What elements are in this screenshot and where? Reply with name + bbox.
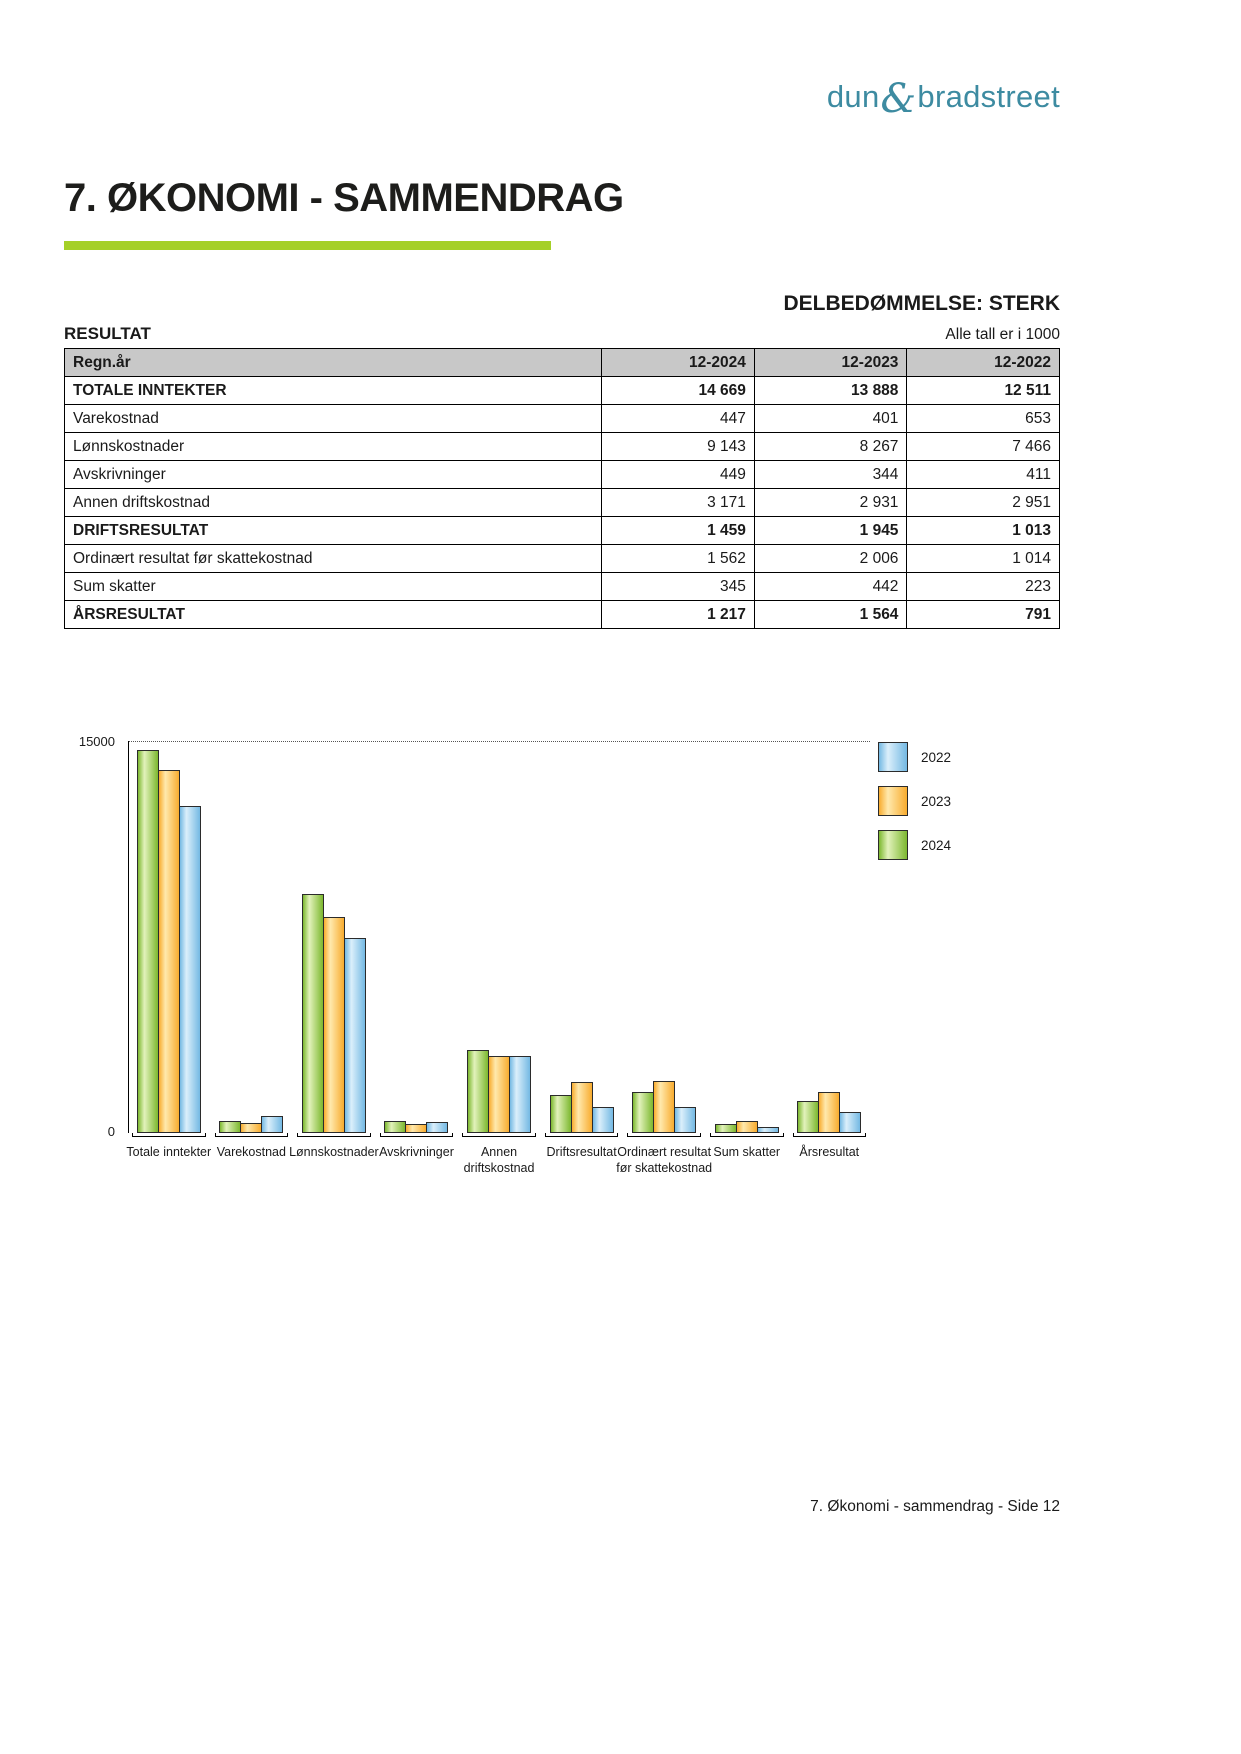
value-cell: 223 <box>907 573 1060 601</box>
page-footer: 7. Økonomi - sammendrag - Side 12 <box>810 1498 1060 1515</box>
category-label: Sum skatter <box>713 1145 781 1159</box>
bar-2022 <box>426 1122 448 1133</box>
row-label-cell: Lønnskostnader <box>65 433 602 461</box>
column-header: 12-2022 <box>907 349 1060 377</box>
value-cell: 401 <box>754 405 907 433</box>
category-baseline <box>793 1133 867 1137</box>
bar-2024 <box>797 1101 819 1133</box>
chart-category-group <box>793 741 867 1177</box>
legend-swatch <box>878 830 908 860</box>
value-cell: 9 143 <box>602 433 755 461</box>
value-cell: 1 562 <box>602 545 755 573</box>
bar-2024 <box>219 1121 241 1133</box>
bar-2023 <box>323 917 345 1133</box>
legend-label: 2023 <box>921 793 952 809</box>
value-cell: 2 931 <box>754 489 907 517</box>
value-cell: 653 <box>907 405 1060 433</box>
units-note: Alle tall er i 1000 <box>945 326 1060 343</box>
value-cell: 2 006 <box>754 545 907 573</box>
value-cell: 12 511 <box>907 377 1060 405</box>
table-row <box>65 461 1060 489</box>
bar-cluster <box>797 741 861 1133</box>
row-label-cell: DRIFTSRESULTAT <box>65 517 602 545</box>
bar-cluster <box>715 741 779 1133</box>
row-label-cell: TOTALE INNTEKTER <box>65 377 602 405</box>
bar-cluster <box>302 741 366 1133</box>
chart-category-group <box>462 741 536 1177</box>
bar-cluster <box>137 741 201 1133</box>
value-cell: 7 466 <box>907 433 1060 461</box>
value-cell: 344 <box>754 461 907 489</box>
table-body <box>65 377 1060 629</box>
table-row <box>65 377 1060 405</box>
logo-row <box>64 76 1060 122</box>
row-label-cell: Sum skatter <box>65 573 602 601</box>
bar-cluster <box>632 741 696 1133</box>
table-row <box>65 517 1060 545</box>
bar-2023 <box>405 1124 427 1133</box>
chart-category-group <box>215 741 289 1177</box>
value-cell: 1 564 <box>754 601 907 629</box>
column-header: 12-2023 <box>754 349 907 377</box>
bar-2022 <box>344 938 366 1133</box>
value-cell: 449 <box>602 461 755 489</box>
value-cell: 3 171 <box>602 489 755 517</box>
value-cell: 14 669 <box>602 377 755 405</box>
column-header: Regn.år <box>65 349 602 377</box>
value-cell: 447 <box>602 405 755 433</box>
bar-cluster <box>219 741 283 1133</box>
table-row <box>65 489 1060 517</box>
value-cell: 411 <box>907 461 1060 489</box>
category-baseline <box>462 1133 536 1137</box>
table-row <box>65 573 1060 601</box>
bar-cluster <box>384 741 448 1133</box>
value-cell: 1 945 <box>754 517 907 545</box>
value-cell: 1 014 <box>907 545 1060 573</box>
bar-2022 <box>179 806 201 1133</box>
y-axis-max-label: 15000 <box>78 734 115 749</box>
bar-cluster <box>550 741 614 1133</box>
assessment-label: DELBEDØMMELSE: STERK <box>783 292 1060 315</box>
legend-item <box>878 786 951 816</box>
bar-2024 <box>302 894 324 1133</box>
legend-item <box>878 830 951 860</box>
category-label: Ordinært resultat før skattekostnad <box>616 1145 713 1176</box>
bar-2024 <box>632 1092 654 1133</box>
page-title: 7. ØKONOMI - SAMMENDRAG <box>64 176 624 220</box>
y-axis-zero-label: 0 <box>107 1124 115 1139</box>
chart-category-group <box>380 741 454 1177</box>
value-cell: 1 013 <box>907 517 1060 545</box>
legend-label: 2024 <box>921 837 952 853</box>
value-cell: 1 459 <box>602 517 755 545</box>
legend-item <box>878 742 951 772</box>
bar-2022 <box>509 1056 531 1133</box>
bar-cluster <box>467 741 531 1133</box>
value-cell: 8 267 <box>754 433 907 461</box>
legend-label: 2022 <box>921 749 952 765</box>
financial-bar-chart <box>64 734 1060 1241</box>
bar-2024 <box>715 1124 737 1133</box>
legend-swatch <box>878 786 908 816</box>
category-label: Totale inntekter <box>126 1145 212 1159</box>
bar-2024 <box>550 1095 572 1133</box>
row-label-cell: Ordinært resultat før skattekostnad <box>65 545 602 573</box>
category-baseline <box>710 1133 784 1137</box>
row-label-cell: Avskrivninger <box>65 461 602 489</box>
category-label: Avskrivninger <box>379 1145 454 1159</box>
bar-2023 <box>571 1082 593 1133</box>
table-row <box>65 405 1060 433</box>
bar-2023 <box>818 1092 840 1133</box>
category-baseline <box>627 1133 701 1137</box>
bar-2022 <box>592 1107 614 1133</box>
bar-2023 <box>653 1081 675 1133</box>
chart-legend <box>878 742 951 874</box>
chart-y-axis <box>128 741 129 1133</box>
category-baseline <box>297 1133 371 1137</box>
table-row <box>65 601 1060 629</box>
table-header-row <box>65 349 1060 377</box>
category-label: Lønnskostnader <box>289 1145 379 1159</box>
value-cell: 791 <box>907 601 1060 629</box>
bar-2022 <box>674 1107 696 1133</box>
bar-2024 <box>467 1050 489 1133</box>
results-table <box>64 348 1060 629</box>
row-label-cell: ÅRSRESULTAT <box>65 601 602 629</box>
value-cell: 345 <box>602 573 755 601</box>
section-label: RESULTAT <box>64 324 151 343</box>
bar-2022 <box>839 1112 861 1133</box>
value-cell: 1 217 <box>602 601 755 629</box>
chart-category-group <box>710 741 784 1177</box>
value-cell: 2 951 <box>907 489 1060 517</box>
title-underline <box>64 241 551 250</box>
chart-category-group <box>289 741 379 1177</box>
category-baseline <box>215 1133 289 1137</box>
bar-2023 <box>240 1123 262 1133</box>
logo-ampersand-icon: & <box>880 76 917 122</box>
table-row <box>65 545 1060 573</box>
legend-swatch <box>878 742 908 772</box>
value-cell: 13 888 <box>754 377 907 405</box>
value-cell: 442 <box>754 573 907 601</box>
table-row <box>65 433 1060 461</box>
table-meta-row <box>64 324 1060 344</box>
bar-2023 <box>736 1121 758 1133</box>
bar-2023 <box>488 1056 510 1133</box>
logo-word-bradstreet: bradstreet <box>917 79 1060 114</box>
category-label: Varekostnad <box>216 1145 286 1159</box>
category-baseline <box>545 1133 619 1137</box>
logo-word-dun: dun <box>826 79 880 114</box>
category-label: Annen driftskostnad <box>463 1145 535 1176</box>
bar-2024 <box>137 750 159 1133</box>
bar-2024 <box>384 1121 406 1133</box>
category-label: Årsresultat <box>799 1145 860 1159</box>
page-content <box>64 0 1060 1241</box>
column-header: 12-2024 <box>602 349 755 377</box>
category-baseline <box>132 1133 206 1137</box>
category-baseline <box>380 1133 454 1137</box>
bar-2022 <box>261 1116 283 1133</box>
row-label-cell: Annen driftskostnad <box>65 489 602 517</box>
category-label: Driftsresultat <box>546 1145 617 1159</box>
row-label-cell: Varekostnad <box>65 405 602 433</box>
chart-groups <box>126 741 868 1177</box>
chart-category-group <box>545 741 619 1177</box>
bar-2023 <box>158 770 180 1133</box>
dun-bradstreet-logo <box>826 76 1060 122</box>
chart-category-group <box>616 741 713 1177</box>
chart-category-group <box>126 741 212 1177</box>
